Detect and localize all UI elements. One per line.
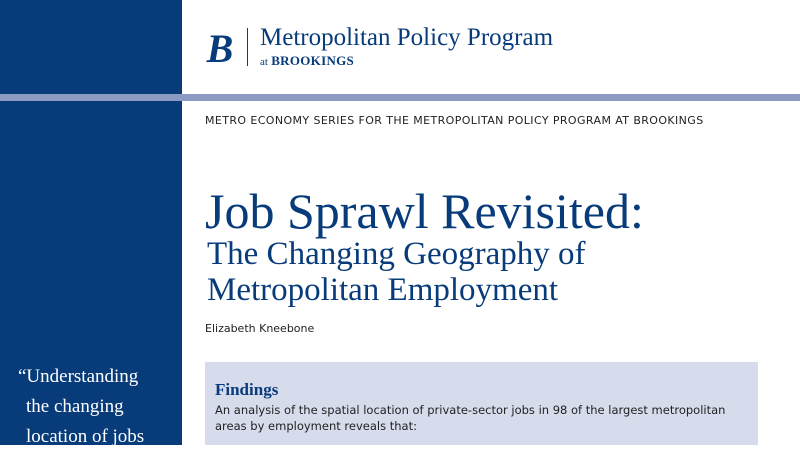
header-stripe	[182, 94, 800, 101]
sidebar	[0, 0, 182, 445]
svg-text:B: B	[206, 28, 234, 68]
affiliation-org: BROOKINGS	[271, 53, 355, 68]
subtitle-line: Metropolitan Employment	[207, 272, 559, 308]
pull-quote	[18, 362, 178, 452]
program-affiliation	[260, 53, 354, 69]
subtitle-line: The Changing Geography of	[207, 236, 586, 272]
findings-box	[205, 362, 758, 445]
pull-quote-line: location of jobs	[26, 426, 145, 447]
brookings-b-logo-icon	[204, 28, 236, 68]
affiliation-at: at	[260, 56, 268, 68]
page-subtitle	[207, 236, 586, 308]
author: Elizabeth Kneebone	[205, 322, 315, 335]
findings-intro: An analysis of the spatial location of private-sector jobs in 98 of the largest metropolitan areas by employment reveals that:	[215, 403, 726, 433]
pull-quote-line: “Understanding	[18, 366, 139, 387]
program-name: Metropolitan Policy Program	[260, 24, 554, 51]
findings-heading: Findings	[215, 380, 279, 399]
series-label: METRO ECONOMY SERIES FOR THE METROPOLITAN POLICY PROGRAM AT BROOKINGS	[205, 114, 704, 127]
page-title: Job Sprawl Revisited:	[205, 183, 644, 239]
logo-divider	[247, 28, 248, 66]
sidebar-stripe	[0, 94, 182, 101]
pull-quote-line: the changing	[26, 396, 124, 417]
